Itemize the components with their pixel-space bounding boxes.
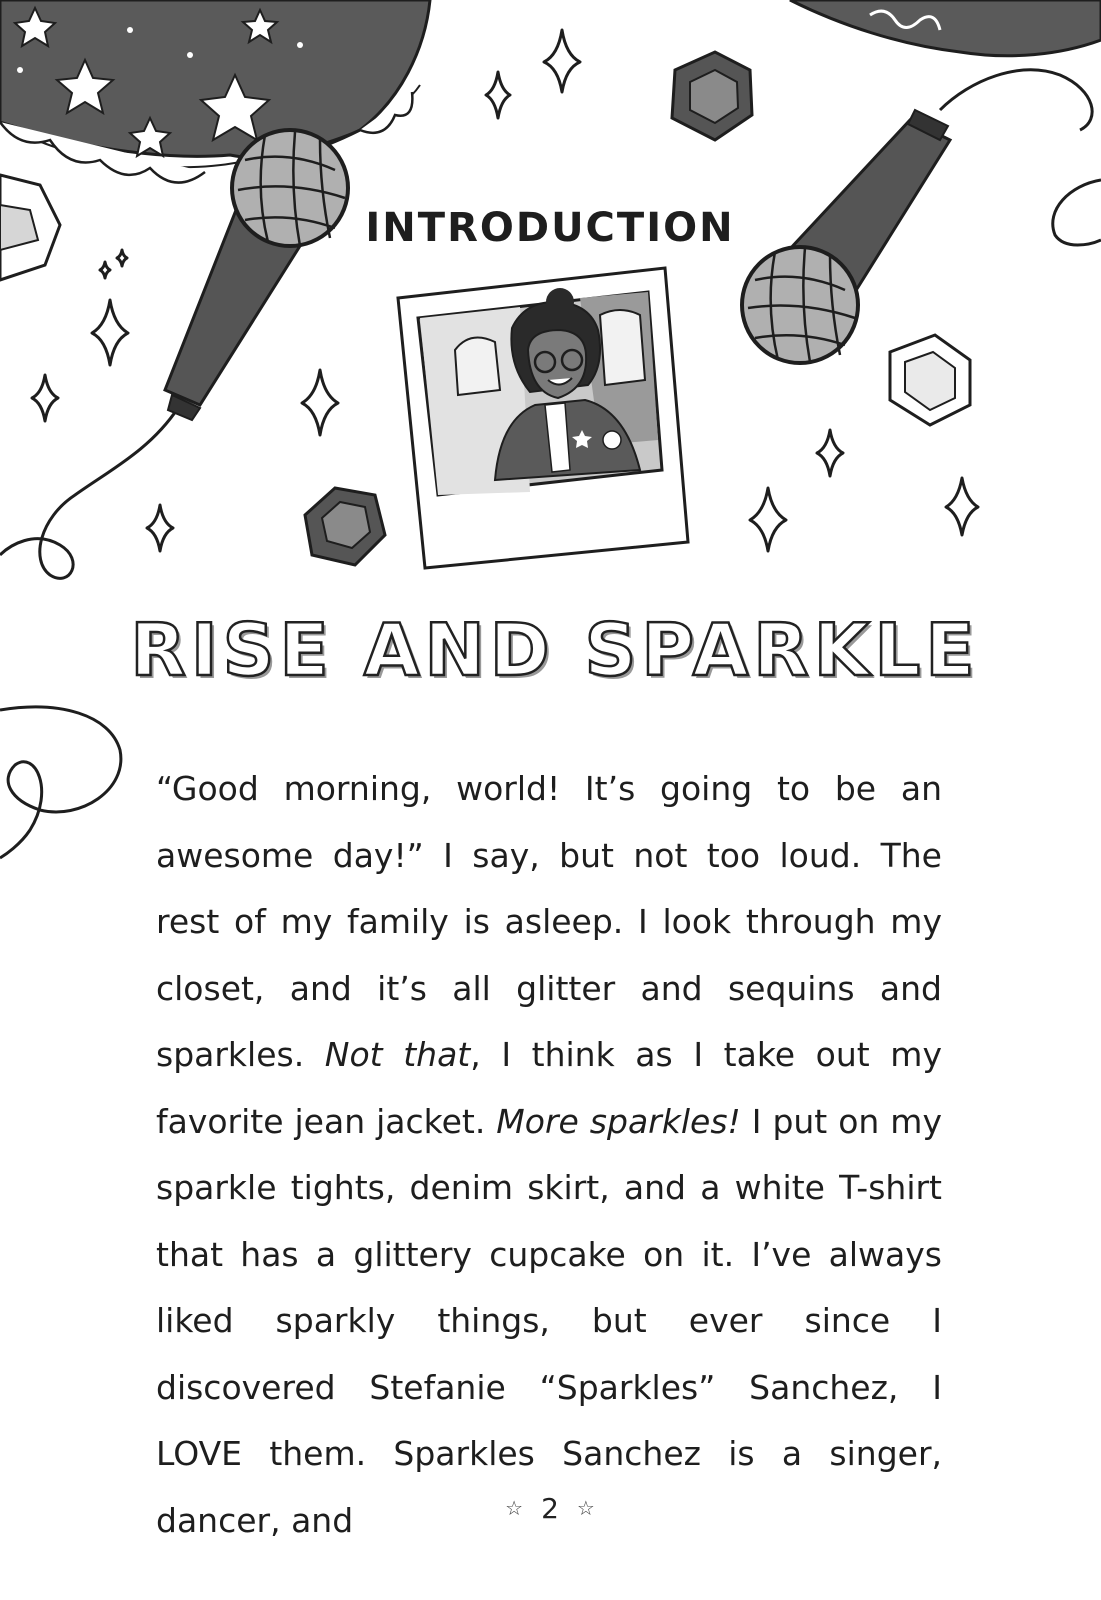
fabric-corner-illustration	[790, 0, 1101, 56]
sparkle-icon	[817, 430, 843, 476]
microphone-head-icon	[742, 247, 858, 363]
starry-skirt-illustration	[0, 0, 430, 183]
sparkle-icon	[750, 488, 786, 551]
body-text-segment: , I think as I take out my favorite jean jacket.	[156, 1035, 942, 1141]
gem-icon	[0, 175, 60, 280]
gem-icon	[672, 52, 752, 140]
star-icon: ☆	[505, 1496, 524, 1520]
sparkle-icon	[302, 370, 338, 435]
page-number: 2	[541, 1492, 559, 1525]
sparkle-icon	[486, 72, 510, 118]
sparkle-icon	[32, 375, 58, 421]
body-text-segment: I put on my sparkle tights, denim skirt, and a white T-shirt that has a glittery cupcake on it. I’ve always liked sparkly things, but ever since I discovered Stefanie “Sparkles” Sanchez, I LOVE them. Sparkles Sanchez is a singer, dancer, and	[156, 1101, 942, 1540]
sparkle-icon	[117, 250, 127, 266]
sparkle-icon	[100, 262, 110, 278]
sparkle-icon	[544, 30, 580, 92]
cord-loop-illustration	[0, 707, 121, 858]
sparkle-icon	[946, 478, 978, 535]
page-footer	[465, 1492, 635, 1525]
chapter-label: INTRODUCTION	[365, 205, 735, 251]
polaroid-photo	[398, 268, 688, 568]
body-text-segment: “Good morning, world! It’s going to be an awesome day!” I say, but not too loud. The rest of my family is asleep. I look through my closet, and it’s all glitter and sequins and sparkles.	[156, 769, 942, 1074]
gem-icon	[890, 335, 970, 425]
body-italic-segment: Not that	[324, 1035, 471, 1074]
body-italic-segment: More sparkles!	[496, 1101, 741, 1141]
microphone-left-illustration	[0, 130, 348, 578]
gem-icon	[305, 488, 385, 565]
chapter-title: RISE AND SPARKLE	[130, 608, 980, 692]
star-icon: ☆	[576, 1496, 595, 1520]
microphone-right-illustration	[742, 70, 1101, 363]
sparkle-icon	[147, 505, 173, 551]
body-paragraph	[156, 756, 942, 1554]
sparkle-icon	[92, 300, 128, 365]
